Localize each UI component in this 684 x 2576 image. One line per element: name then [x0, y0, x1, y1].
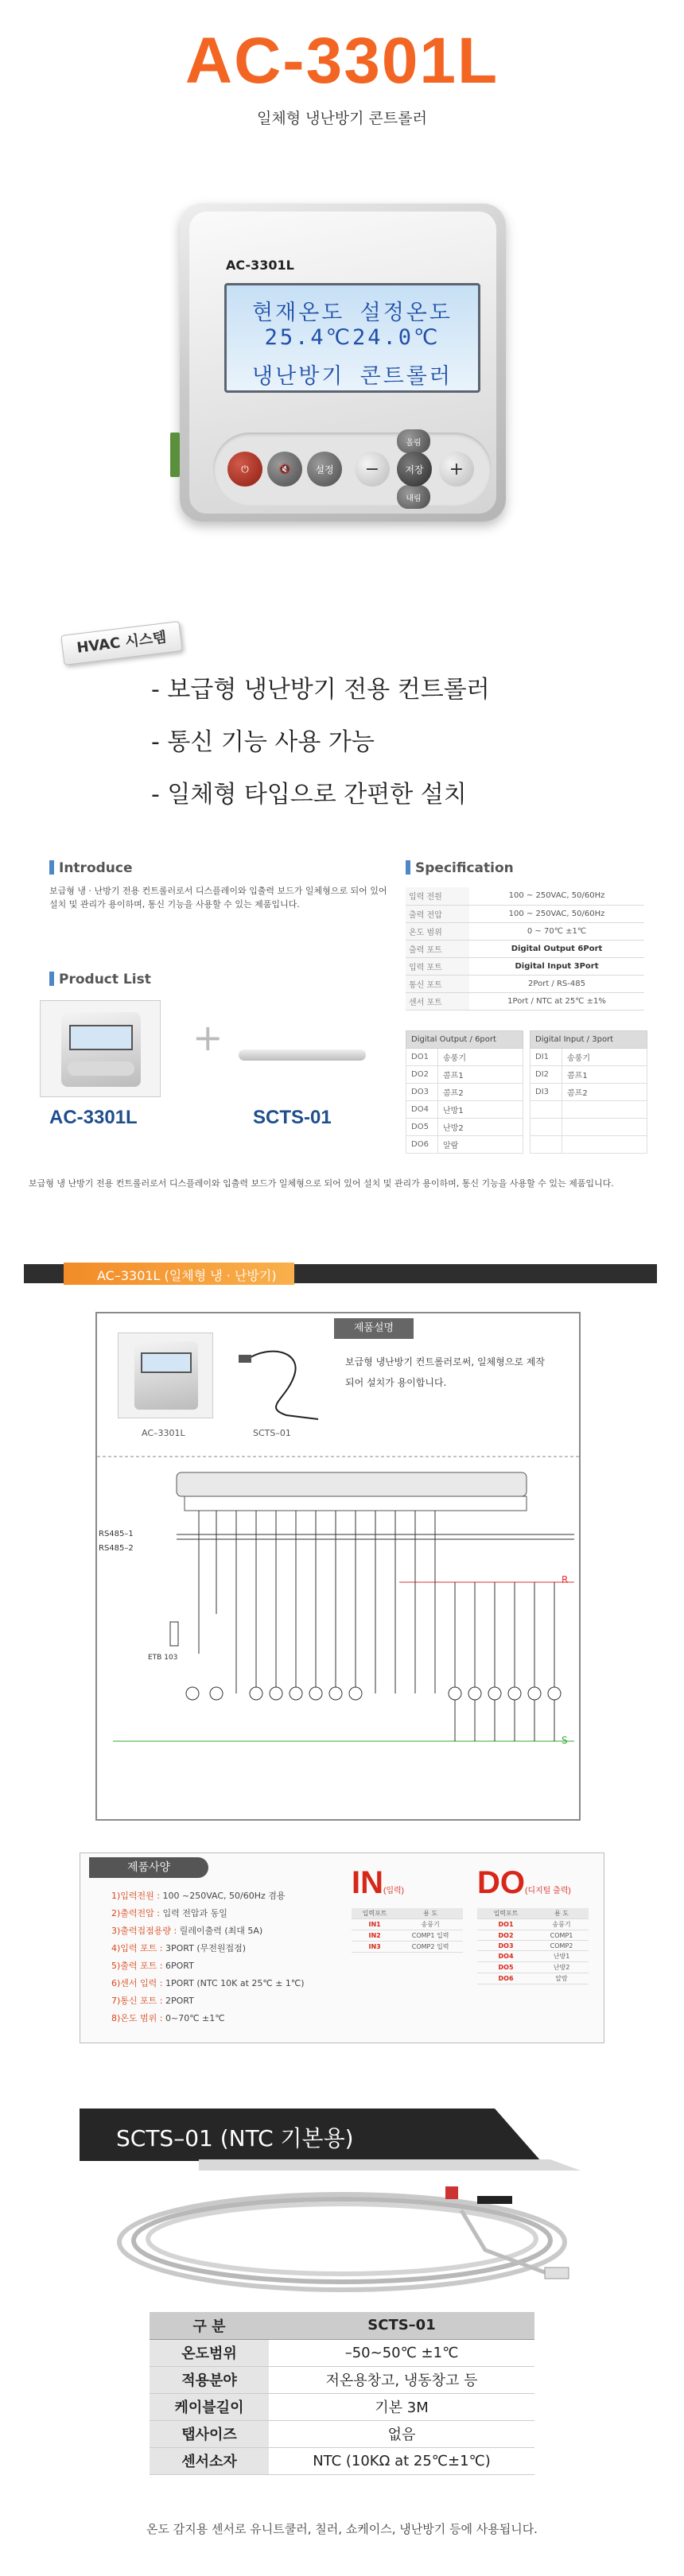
port-use: COMP2 입력: [398, 1942, 463, 1953]
spec-key: 센서 포트: [406, 992, 469, 1010]
table-row: [352, 1919, 463, 1930]
port-use: 알람: [534, 1973, 589, 1984]
spec-key: 온도 범위: [406, 922, 469, 940]
digital-output-heading: Digital Output / 6port: [406, 1031, 523, 1049]
spec-item-key: 1)입력전원 :: [111, 1891, 160, 1901]
r-line-label: R: [562, 1574, 569, 1585]
port-code: DO2: [406, 1066, 438, 1084]
product-spec-list: [111, 1887, 305, 2027]
thumbnail-device: [61, 1012, 141, 1087]
port-code: DO3: [477, 1941, 534, 1951]
scts-footer-note: 온도 감지용 센서로 유니트쿨러, 칠러, 쇼케이스, 냉난방기 등에 사용됩니다.: [146, 2522, 538, 2536]
scts-key: 센서소자: [150, 2447, 269, 2474]
port-code: DO2: [477, 1930, 534, 1941]
spec-value: 0 ~ 70℃ ±1℃: [469, 922, 644, 940]
scts-banner-stripe: [199, 2159, 581, 2171]
specification-table: [406, 887, 644, 1011]
do-label: [477, 1865, 571, 1901]
table-row: [406, 1084, 523, 1101]
port-code: DO1: [477, 1919, 534, 1930]
spec-item-value: 1PORT (NTC 10K at 25℃ ± 1℃): [162, 1978, 305, 1988]
table-row: [352, 1930, 463, 1942]
keypad: [213, 433, 492, 506]
feature-item-3: - 일체형 타입으로 간편한 설치: [151, 781, 467, 809]
spec-row: [406, 940, 644, 957]
spec-value: 100 ~ 250VAC, 50/60Hz: [469, 887, 644, 905]
table-row: [530, 1119, 647, 1136]
down-button[interactable]: 내림: [397, 485, 430, 509]
heading-bar-icon: [49, 860, 54, 875]
product-spec-heading: 제품사양: [89, 1857, 208, 1878]
table-row: [150, 2447, 534, 2474]
spec-item: [111, 2010, 305, 2027]
port-code: IN3: [352, 1942, 398, 1953]
section-banner-title: AC–3301L (일체형 냉 · 난방기): [97, 1268, 277, 1283]
table-row: [530, 1101, 647, 1119]
scts-value: NTC (10KΩ at 25℃±1℃): [269, 2447, 534, 2474]
spec-key: 입력 포트: [406, 957, 469, 975]
port-use: 콤프1: [438, 1066, 523, 1084]
port-code: DO3: [406, 1084, 438, 1101]
port-use: COMP2: [534, 1941, 589, 1951]
table-row: [477, 1930, 589, 1941]
port-code: DO5: [477, 1962, 534, 1973]
do-port-table: [477, 1908, 589, 1984]
diagram-thumb-caption-1: AC–3301L: [142, 1428, 185, 1438]
in-head-use: 용 도: [398, 1908, 463, 1919]
table-row: [150, 2339, 534, 2366]
scts-cable-image: [103, 2178, 581, 2298]
in-sub-label: (입력): [383, 1887, 404, 1895]
spec-item: [111, 1887, 305, 1905]
product-name-controller: AC-3301L: [49, 1107, 138, 1128]
spec-row: [406, 922, 644, 940]
spec-item-key: 4)입력 포트 :: [111, 1943, 163, 1953]
spec-item-value: 입력 전압과 동일: [160, 1908, 227, 1918]
spec-item-value: 3PORT (무전원접점): [162, 1943, 247, 1953]
spec-value: 100 ~ 250VAC, 50/60Hz: [469, 905, 644, 922]
heading-bar-icon: [406, 860, 410, 875]
mute-button[interactable]: [267, 452, 302, 487]
port-code: DO4: [406, 1101, 438, 1119]
diagram-sensor-icon: [239, 1344, 326, 1423]
product-list-heading-text: Product List: [59, 972, 151, 987]
speaker-icon: 🔇: [278, 464, 291, 475]
direction-pad: [347, 436, 482, 502]
port-code: DO6: [477, 1973, 534, 1984]
spec-item-value: 6PORT: [162, 1961, 194, 1971]
table-row: [406, 1119, 523, 1136]
model-subtitle: 일체형 냉난방기 콘트롤러: [257, 110, 427, 127]
do-sub-label: (디지털 출력): [525, 1887, 571, 1895]
spec-item-key: 3)출력접점용량 :: [111, 1926, 177, 1936]
spec-item-key: 6)센서 입력 :: [111, 1978, 163, 1988]
power-icon: ⏻: [241, 463, 249, 475]
port-code: DO6: [406, 1136, 438, 1154]
port-code: DI2: [530, 1066, 562, 1084]
product-name-sensor: SCTS-01: [253, 1107, 332, 1128]
spec-row: [406, 905, 644, 922]
scts-spec-table: [150, 2312, 534, 2475]
product-list-heading: [49, 972, 151, 987]
table-row: [406, 1049, 523, 1066]
spec-item-value: 0~70℃ ±1℃: [162, 2013, 225, 2023]
port-use: 송풍기: [534, 1919, 589, 1930]
scts-key: 온도범위: [150, 2339, 269, 2366]
scts-key: 적용분야: [150, 2366, 269, 2393]
digital-input-table: [530, 1030, 647, 1154]
scts-key: 탭사이즈: [150, 2420, 269, 2447]
port-use: 콤프1: [562, 1066, 647, 1084]
sensor-etb-label: ETB 103: [148, 1654, 178, 1662]
in-port-table: [352, 1908, 463, 1953]
device-model-label: AC-3301L: [226, 258, 294, 273]
sensor-thumbnail: [239, 1049, 366, 1061]
spec-item: [111, 1957, 305, 1975]
in-head-port: 입력포트: [352, 1908, 398, 1919]
table-row: [477, 1973, 589, 1984]
spec-item: [111, 1992, 305, 2010]
lcd-line-1: 현재온도 설정온도: [252, 301, 453, 325]
spec-value: 1Port / NTC at 25℃ ±1%: [469, 992, 644, 1010]
table-row: [477, 1962, 589, 1973]
port-use: 송풍기: [398, 1919, 463, 1930]
terminal-connector: [170, 433, 180, 477]
setting-button[interactable]: 설정: [307, 452, 342, 487]
port-use: 난방1: [438, 1101, 523, 1119]
spec-value: Digital Input 3Port: [469, 957, 644, 975]
product-caption: 보급형 냉 난방기 전용 컨트롤러로서 디스플레이와 입출력 보드가 일체형으로 되어 있어 설치 및 관리가 용이하며, 통신 기능을 사용할 수 있는 제품입니다.: [29, 1178, 614, 1189]
rs485-2-label: RS485–2: [99, 1544, 134, 1553]
spec-item-value: 100 ~250VAC, 50/60Hz 겸용: [160, 1891, 286, 1901]
table-row: [530, 1084, 647, 1101]
port-use: 콤프2: [438, 1084, 523, 1101]
introduce-heading-text: Introduce: [59, 860, 133, 876]
port-use: 콤프2: [562, 1084, 647, 1101]
table-row: [530, 1136, 647, 1154]
scts-value: 없음: [269, 2420, 534, 2447]
port-code: DO1: [406, 1049, 438, 1066]
digital-input-heading: Digital Input / 3port: [530, 1031, 647, 1049]
port-code: DI3: [530, 1084, 562, 1101]
up-button[interactable]: 올림: [397, 429, 430, 453]
scts-head-value: SCTS–01: [269, 2312, 534, 2339]
power-button[interactable]: [227, 452, 262, 487]
specification-heading-text: Specification: [415, 860, 514, 876]
spec-row: [406, 957, 644, 975]
table-row: [406, 1101, 523, 1119]
spec-item-key: 8)온도 범위 :: [111, 2013, 163, 2023]
port-use: 알람: [438, 1136, 523, 1154]
save-button[interactable]: 저장: [397, 452, 432, 487]
diagram-thumb-device: [134, 1341, 198, 1410]
spec-key: 출력 전압: [406, 905, 469, 922]
controller-thumbnail: [40, 1000, 161, 1097]
port-code: DO5: [406, 1119, 438, 1136]
introduce-text: 보급형 냉 · 난방기 전용 컨트롤러로서 디스플레이와 입출력 보드가 일체형으로 되어 있어 설치 및 관리가 용이하며, 통신 기능을 사용할 수 있는 제품입니다.: [49, 886, 387, 910]
port-code: DI1: [530, 1049, 562, 1066]
feature-item-1: - 보급형 냉난방기 전용 컨트롤러: [151, 676, 490, 704]
spec-item-key: 5)출력 포트 :: [111, 1961, 163, 1971]
spec-row: [406, 887, 644, 905]
digital-output-table: [406, 1030, 523, 1154]
do-label-text: DO: [477, 1865, 525, 1900]
port-use: COMP1 입력: [398, 1930, 463, 1942]
spec-item-key: 7)통신 포트 :: [111, 1996, 163, 2006]
introduce-heading: [49, 860, 133, 876]
table-row: [150, 2393, 534, 2420]
spec-item: [111, 1940, 305, 1957]
spec-row: [406, 992, 644, 1010]
do-head-use: 용 도: [534, 1908, 589, 1919]
in-label: [352, 1865, 404, 1901]
table-row: [530, 1049, 647, 1066]
spec-value: Digital Output 6Port: [469, 940, 644, 957]
scts-head-key: 구 분: [150, 2312, 269, 2339]
port-use: 송풍기: [438, 1049, 523, 1066]
spec-item-value: 릴레이출력 (최대 5A): [177, 1926, 263, 1936]
port-use: COMP1: [534, 1930, 589, 1941]
port-use: 난방1: [534, 1951, 589, 1962]
port-code: DO4: [477, 1951, 534, 1962]
diagram-thumb-caption-2: SCTS–01: [253, 1428, 291, 1438]
spec-value: 2Port / RS-485: [469, 975, 644, 992]
port-code: IN1: [352, 1919, 398, 1930]
thumbnail-lcd: [69, 1025, 133, 1050]
rs485-1-label: RS485–1: [99, 1530, 134, 1538]
table-row: [150, 2366, 534, 2393]
spec-item: [111, 1905, 305, 1922]
spec-key: 입력 전원: [406, 887, 469, 905]
lcd-line-2: 25.4℃24.0℃: [264, 325, 441, 350]
specification-heading: [406, 860, 514, 876]
diagram-thumb-lcd: [141, 1352, 192, 1373]
spec-item: [111, 1975, 305, 1992]
product-description-text: 보급형 냉난방기 컨트롤러로써, 일체형으로 제작되어 설치가 용이합니다.: [345, 1356, 545, 1388]
lcd-display: [224, 283, 480, 393]
diagram-controller-thumb: [118, 1333, 213, 1418]
spec-row: [406, 975, 644, 992]
table-row: [530, 1066, 647, 1084]
hvac-system-tag: HVAC 시스템: [60, 621, 183, 665]
spec-key: 출력 포트: [406, 940, 469, 957]
scts-value: –50~50℃ ±1℃: [269, 2339, 534, 2366]
table-row: [406, 1136, 523, 1154]
table-row: [406, 1066, 523, 1084]
port-code: IN2: [352, 1930, 398, 1942]
spec-item-value: 2PORT: [162, 1996, 194, 2006]
spec-item-key: 2)출력전압 :: [111, 1908, 160, 1918]
in-label-text: IN: [352, 1865, 383, 1900]
lcd-line-3: 냉난방기 콘트롤러: [252, 364, 453, 389]
product-description-heading: 제품설명: [334, 1318, 414, 1339]
table-row: [352, 1942, 463, 1953]
model-title: AC-3301L: [185, 25, 499, 97]
spec-item: [111, 1922, 305, 1940]
feature-item-2: - 통신 기능 사용 가능: [151, 728, 375, 756]
port-use: 송풍기: [562, 1049, 647, 1066]
port-use: 난방2: [438, 1119, 523, 1136]
table-row: [477, 1951, 589, 1962]
scts-value: 저온용창고, 냉동창고 등: [269, 2366, 534, 2393]
table-row: [477, 1941, 589, 1951]
table-row: [477, 1919, 589, 1930]
plus-button[interactable]: +: [439, 452, 474, 487]
device-face: [189, 211, 496, 514]
heading-bar-icon: [49, 972, 54, 986]
scts-value: 기본 3M: [269, 2393, 534, 2420]
scts-key: 케이블길이: [150, 2393, 269, 2420]
s-line-label: S: [562, 1735, 568, 1746]
plus-icon: +: [192, 1016, 223, 1059]
do-head-port: 입력포트: [477, 1908, 534, 1919]
port-use: 난방2: [534, 1962, 589, 1973]
controller-device-image: [180, 204, 506, 522]
table-row: [150, 2420, 534, 2447]
scts-banner-title: SCTS–01 (NTC 기본용): [116, 2125, 354, 2151]
minus-button[interactable]: −: [355, 452, 390, 487]
spec-key: 통신 포트: [406, 975, 469, 992]
thumbnail-keypad: [68, 1061, 134, 1076]
wiring-schematic: [97, 1455, 579, 1819]
